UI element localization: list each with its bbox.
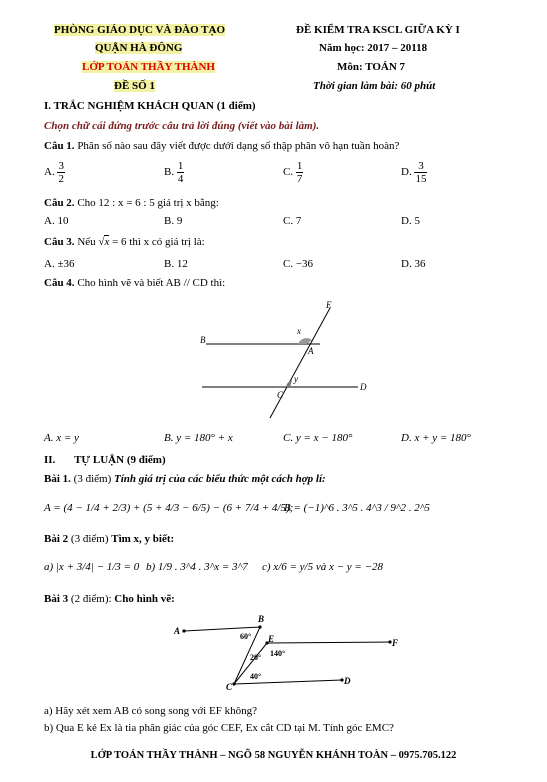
p3-task: Cho hình vẽ: <box>114 593 175 605</box>
q1-line <box>44 140 399 152</box>
q4-label-c: C <box>277 390 284 400</box>
p1-expression-a: A = (4 − 1/4 + 2/3) + (5 + 4/3 − 6/5) − (6 + 7/4 + 4/5); <box>44 502 294 514</box>
p3-point-a <box>182 629 185 632</box>
q1-option-a <box>44 160 65 185</box>
section1-title: I. TRẮC NGHIỆM KHÁCH QUAN (1 điểm) <box>44 100 256 112</box>
p3-angle-40: 40° <box>250 672 262 681</box>
p3-part-b: b) Qua E kẻ Ex là tia phân giác của góc CEF, Ex cắt CD tại M. Tính góc EMC? <box>44 722 394 734</box>
q4-label-e: E <box>326 300 332 310</box>
p1-expression-b: B = (−1)^6 . 3^5 . 4^3 / 9^2 . 2^5 <box>284 502 430 514</box>
q3-text-before: Nếu <box>77 236 96 248</box>
q3-option-d: D. 36 <box>401 258 426 270</box>
q3-line <box>44 236 205 248</box>
q1-option-d-fraction: $\frac{3}{15}$ <box>415 160 427 185</box>
q4-label-b: B <box>200 335 206 345</box>
section1-instruction: Chọn chữ cái đứng trước câu trả lời đúng (viết vào bài làm). <box>44 120 320 132</box>
q2-option-d: D. 5 <box>401 215 420 227</box>
q4-angle-y <box>286 380 292 387</box>
q1-option-a-fraction: $\frac{3}{2}$ <box>58 160 64 185</box>
p2-part-c: c) x/6 = y/5 và x − y = −28 <box>262 561 384 573</box>
p1-line <box>44 473 326 485</box>
q4-option-c: C. y = x − 180° <box>283 432 353 444</box>
q2-option-c: C. 7 <box>283 215 302 227</box>
q4-option-d: D. x + y = 180° <box>401 432 471 444</box>
p2-part-a: a) |x + 3/4| − 1/3 = 0 <box>44 561 140 573</box>
header-left-line-3: LỚP TOÁN THẦY THÀNH <box>82 61 215 73</box>
p3-points: (2 điểm): <box>70 593 112 605</box>
p3-label-d: D <box>344 676 351 686</box>
p3-label-c: C <box>226 682 233 692</box>
header-left-line-2: QUẬN HÀ ĐÔNG <box>95 42 183 54</box>
p2-points: (3 điểm) <box>70 533 109 545</box>
header-right-line-1: ĐỀ KIỂM TRA KSCL GIỮA KỲ I <box>296 24 460 36</box>
q2-text: Cho 12 : x = 6 : 5 giá trị x bằng: <box>77 197 219 209</box>
q3-radical: √x <box>98 236 110 248</box>
header-right-line-3: Môn: TOÁN 7 <box>337 61 406 73</box>
p3-label-b: B <box>258 614 265 624</box>
q2-option-a: A. 10 <box>44 215 69 227</box>
q4-label-x: x <box>297 326 301 336</box>
q3-option-a: A. ±36 <box>44 258 75 270</box>
section2-title-row <box>44 454 166 466</box>
q1-option-b-fraction: $\frac{1}{4}$ <box>177 160 184 185</box>
p3-label-f: F <box>392 638 399 648</box>
q1-option-c-letter: C. <box>283 166 294 179</box>
section2-title: TỰ LUẬN (9 điểm) <box>74 454 166 466</box>
p1-label: Bài 1. <box>44 473 71 485</box>
q3-text-after: = 6 thì x có giá trị là: <box>112 236 205 248</box>
p1-points: (3 điểm) <box>73 473 112 485</box>
p3-point-b <box>258 625 261 628</box>
section2-title-num: II. <box>44 454 56 466</box>
p1-task: Tính giá trị của các biểu thức một cách hợp lí: <box>113 473 326 485</box>
q4-figure <box>190 296 380 426</box>
q4-label-a: A <box>308 346 314 356</box>
p2-part-b: b) 1/9 . 3^4 . 3^x = 3^7 <box>146 561 248 573</box>
p3-angle-20: 20° <box>250 653 262 662</box>
q2-line <box>44 197 219 209</box>
q1-option-d-letter: D. <box>401 166 412 179</box>
q4-transversal <box>270 308 330 418</box>
header-left-line-4: ĐỀ SỐ 1 <box>114 80 155 92</box>
p3-segment-ab <box>184 627 260 631</box>
q4-option-a: A. x = y <box>44 432 79 444</box>
q1-option-d <box>401 160 427 185</box>
p3-angle-60: 60° <box>240 632 252 641</box>
q3-radicand: x <box>104 236 110 248</box>
q1-option-c-fraction: $\frac{1}{7}$ <box>296 160 303 185</box>
p3-segment-ef <box>267 642 390 643</box>
q4-angle-x <box>298 338 312 344</box>
q3-label: Câu 3. <box>44 236 75 248</box>
q1-option-a-letter: A. <box>44 166 55 179</box>
q4-text: Cho hình vẽ và biết AB // CD thì: <box>77 277 226 289</box>
p3-point-c <box>232 682 235 685</box>
q4-option-b: B. y = 180° + x <box>164 432 233 444</box>
q1-option-b-letter: B. <box>164 166 175 179</box>
q2-label: Câu 2. <box>44 197 75 209</box>
q4-label-y: y <box>294 374 298 384</box>
p3-label-a: A <box>174 626 181 636</box>
q3-option-b: B. 12 <box>164 258 188 270</box>
p2-task: Tìm x, y biết: <box>111 533 175 545</box>
q2-option-b: B. 9 <box>164 215 183 227</box>
q4-label-d: D <box>360 382 367 392</box>
p3-label-e: E <box>268 634 275 644</box>
q1-text: Phân số nào sau đây viết được dưới dạng số thập phân vô hạn tuần hoàn? <box>77 140 400 152</box>
header-right-line-4: Thời gian làm bài: 60 phút <box>313 80 436 92</box>
p3-part-a: a) Hãy xét xem AB có song song với EF không? <box>44 705 257 717</box>
header-left-line-1: PHÒNG GIÁO DỤC VÀ ĐÀO TẠO <box>54 24 226 36</box>
p3-label: Bài 3 <box>44 593 69 605</box>
p2-line <box>44 533 174 545</box>
q1-label: Câu 1. <box>44 140 75 152</box>
q1-option-b <box>164 160 184 185</box>
p3-angle-140: 140° <box>270 649 286 658</box>
p3-line <box>44 593 175 605</box>
q4-line <box>44 277 225 289</box>
header-right-line-2: Năm học: 2017 – 20118 <box>319 42 428 54</box>
page-footer: LỚP TOÁN THẦY THÀNH – NGÕ 58 NGUYỄN KHÁNH TOÀN – 0975.705.122 <box>90 750 457 761</box>
p3-figure <box>170 610 410 700</box>
p2-label: Bài 2 <box>44 533 69 545</box>
q3-option-c: C. −36 <box>283 258 314 270</box>
q1-option-c <box>283 160 303 185</box>
q4-label: Câu 4. <box>44 277 75 289</box>
